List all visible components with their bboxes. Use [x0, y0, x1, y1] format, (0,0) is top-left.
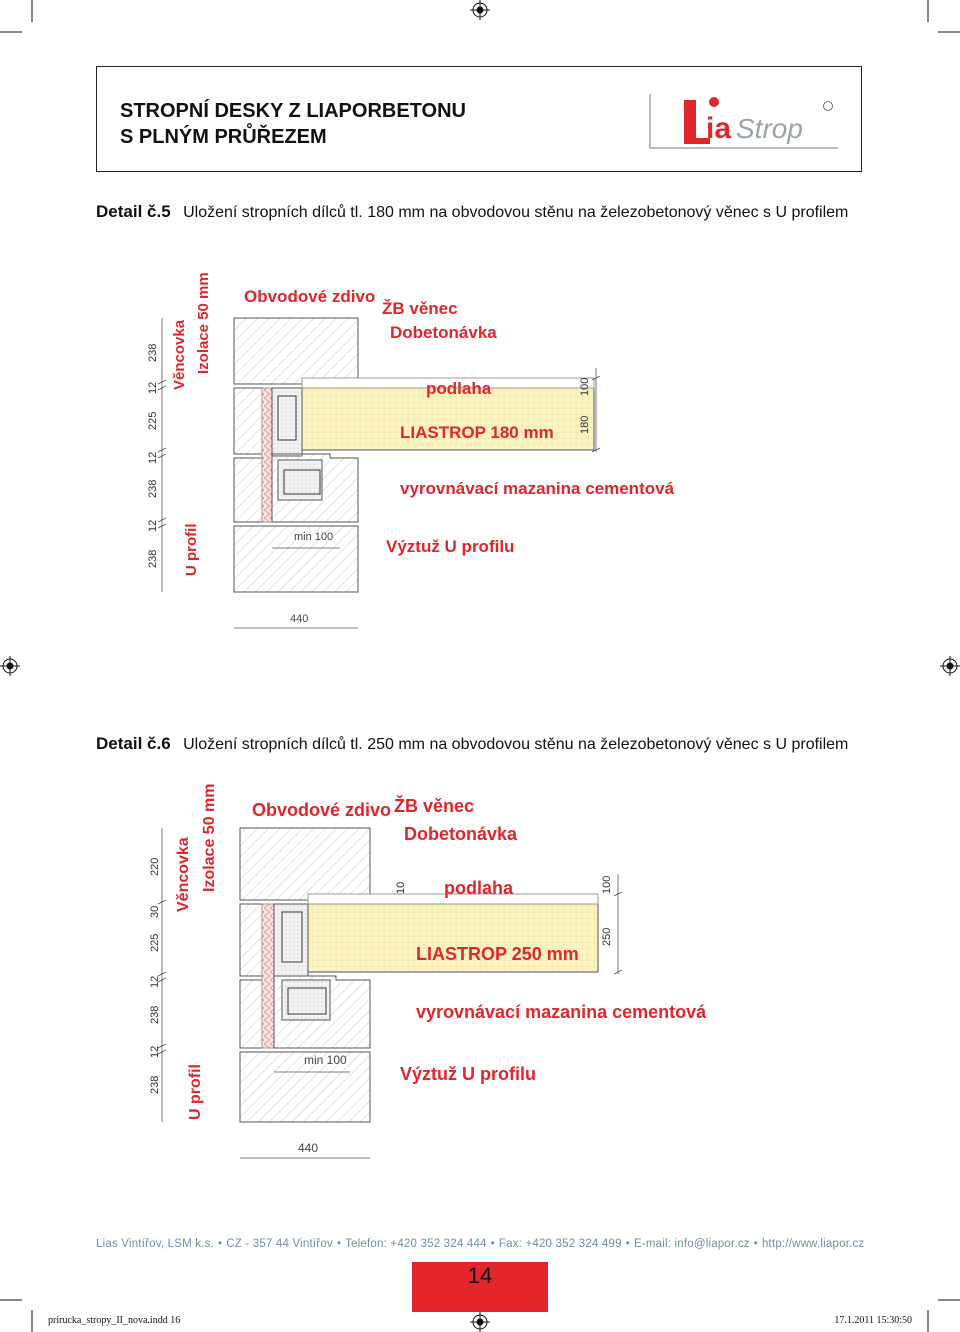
dim-right-0: 100 [601, 875, 613, 894]
label-zb-venec: ŽB věnec [394, 796, 475, 816]
bullet-icon: • [217, 1238, 223, 1250]
dim-width-440: 440 [298, 1141, 319, 1155]
label-liastrop: LIASTROP 250 mm [416, 944, 579, 964]
dim-left-2: 225 [147, 411, 159, 430]
label-u-profil: U profil [187, 1064, 204, 1120]
dim-ten: 10 [395, 881, 407, 894]
title-line-2: S PLNÝM PRŮŘEZEM [120, 126, 327, 148]
detail6-drawing [0, 780, 960, 1170]
concrete-venec [274, 904, 308, 976]
label-zb-venec: ŽB věnec [382, 299, 458, 318]
footer-email[interactable]: E-mail: info@liapor.cz [633, 1238, 750, 1250]
wall-block-mid [240, 904, 262, 976]
bullet-icon: • [490, 1238, 495, 1250]
insulation [262, 904, 274, 1048]
dim-left-0: 220 [149, 857, 161, 876]
dim-left-3: 12 [147, 451, 159, 464]
insulation [262, 388, 272, 522]
bullet-icon: • [336, 1238, 342, 1250]
bullet-icon: • [625, 1238, 630, 1250]
label-liastrop: LIASTROP 180 mm [400, 423, 554, 442]
dimension-right [614, 874, 622, 974]
label-izolace: Izolace 50 mm [195, 272, 212, 374]
detail5-label: Detail č.5 [96, 202, 171, 221]
label-izolace: Izolace 50 mm [201, 783, 218, 892]
label-dobetonavka: Dobetonávka [390, 323, 497, 342]
dim-left-3: 12 [149, 975, 161, 988]
dim-left-6: 238 [149, 1075, 161, 1094]
print-file-info: prirucka_stropy_II_nova.indd 16 [48, 1315, 181, 1326]
dim-right-0: 100 [579, 377, 591, 396]
dim-left-1: 30 [149, 905, 161, 918]
dim-left-6: 238 [147, 549, 159, 568]
label-vencovka: Věncovka [171, 319, 188, 390]
label-min100: min 100 [294, 531, 334, 543]
label-obvodove-zdivo: Obvodové zdivo [252, 800, 392, 820]
liastrop-logo [648, 92, 848, 152]
dim-left-0: 238 [147, 343, 159, 362]
dim-left-5: 12 [149, 1045, 161, 1058]
dim-left-5: 12 [147, 519, 159, 532]
label-obvodove-zdivo: Obvodové zdivo [244, 287, 376, 306]
label-mazanina: vyrovnávací mazanina cementová [400, 479, 675, 498]
label-min100: min 100 [304, 1053, 347, 1067]
wall-block-top [234, 318, 358, 384]
detail6-caption [96, 734, 848, 754]
logo-text-strop: Strop [736, 113, 803, 144]
footer-address: CZ - 357 44 Vintířov [226, 1238, 333, 1250]
dim-left-2: 225 [149, 933, 161, 952]
detail6-text: Uložení stropních dílců tl. 250 mm na obvodovou stěnu na železobetonový věnec s U profilem [183, 736, 849, 753]
dimension-left [158, 318, 166, 592]
label-vyztuz: Výztuž U profilu [400, 1064, 536, 1084]
dim-left-4: 238 [149, 1005, 161, 1024]
detail5-caption [96, 202, 848, 222]
label-u-profil: U profil [183, 523, 200, 576]
footer-web[interactable]: http://www.liapor.cz [761, 1238, 865, 1250]
print-date: 17.1.2011 15:30:50 [834, 1315, 912, 1326]
dim-left-1: 12 [147, 381, 159, 394]
dim-right-1: 250 [601, 927, 613, 946]
detail5-drawing [0, 270, 960, 640]
label-podlaha: podlaha [444, 878, 514, 898]
label-mazanina: vyrovnávací mazanina cementová [416, 1002, 707, 1022]
detail6-label: Detail č.6 [96, 734, 171, 753]
title-line-1: STROPNÍ DESKY Z LIAPORBETONU [120, 100, 466, 122]
page-number: 14 [467, 1263, 493, 1288]
label-vencovka: Věncovka [175, 837, 192, 912]
dim-left-4: 238 [147, 479, 159, 498]
footer-company: Lias Vintířov, LSM k.s. [96, 1238, 214, 1250]
dim-right-1: 180 [579, 415, 591, 434]
detail5-text: Uložení stropních dílců tl. 180 mm na obvodovou stěnu na železobetonový věnec s U profilem [183, 204, 849, 221]
wall-block-top [240, 828, 370, 900]
label-podlaha: podlaha [426, 379, 492, 398]
page-title [120, 98, 466, 150]
logo-text-lia: ia [706, 112, 732, 145]
footer-contact [96, 1238, 864, 1250]
footer-fax: Fax: +420 352 324 499 [498, 1238, 622, 1250]
dim-width-440: 440 [290, 613, 309, 625]
wall-block-lower [240, 980, 262, 1048]
footer-phone: Telefon: +420 352 324 444 [345, 1238, 487, 1250]
bullet-icon: • [753, 1238, 758, 1250]
label-vyztuz: Výztuž U profilu [386, 537, 515, 556]
concrete-venec [272, 388, 302, 456]
label-dobetonavka: Dobetonávka [404, 824, 518, 844]
